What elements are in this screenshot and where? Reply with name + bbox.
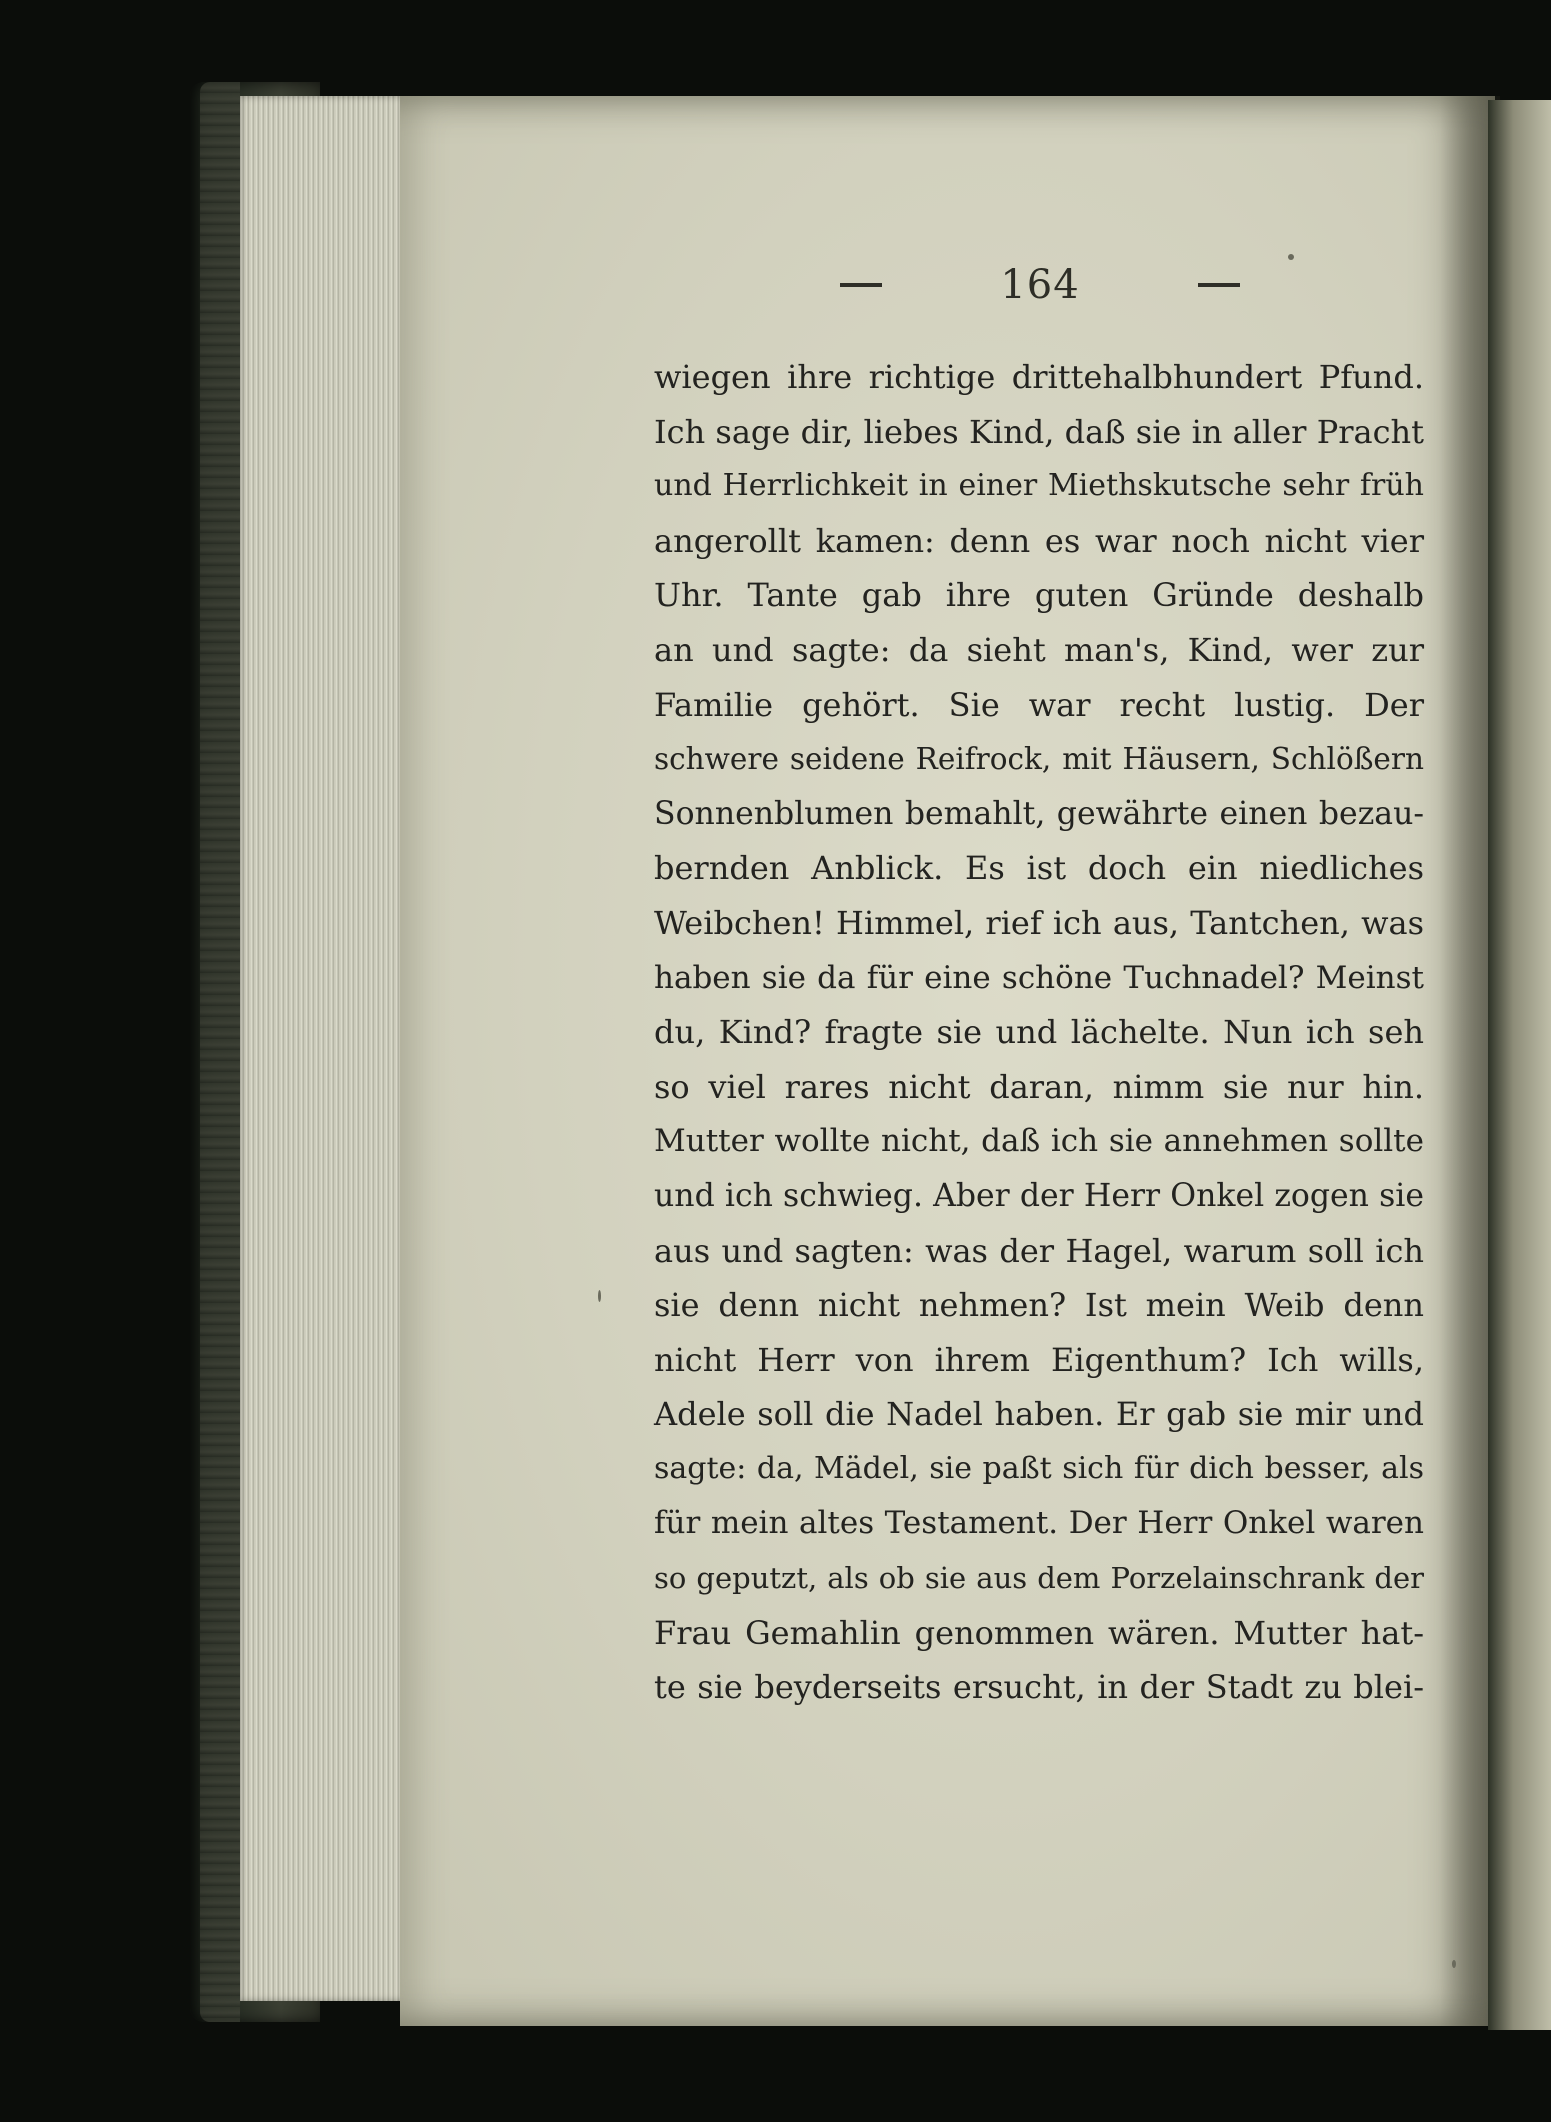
text-line: so viel rares nicht daran, nimm sie nur hin. xyxy=(654,1067,1424,1106)
cover-edge xyxy=(200,82,240,2022)
text-line: haben sie da für eine schöne Tuchnadel? Meinst xyxy=(654,959,1424,996)
text-line: Uhr. Tante gab ihre guten Gründe deshalb xyxy=(654,576,1424,615)
facing-page-edge xyxy=(1488,100,1551,2030)
text-line: und Herrlichkeit in einer Miethskutsche sehr früh xyxy=(654,468,1424,504)
header-dash-left xyxy=(840,283,882,287)
text-line: sie denn nicht nehmen? Ist mein Weib denn xyxy=(654,1286,1424,1325)
text-line: angerollt kamen: denn es war noch nicht vier xyxy=(654,521,1424,560)
text-line: Ich sage dir, liebes Kind, daß sie in aller Pracht xyxy=(654,412,1424,451)
text-line: an und sagte: da sieht man's, Kind, wer zur xyxy=(654,630,1424,669)
text-line: sagte: da, Mädel, sie paßt sich für dich besser, als xyxy=(654,1450,1424,1486)
text-line: te sie beyderseits ersucht, in der Stadt zu blei- xyxy=(654,1668,1424,1707)
text-line: Weibchen! Himmel, rief ich aus, Tantchen, was xyxy=(654,903,1424,942)
text-line: nicht Herr von ihrem Eigenthum? Ich wills, xyxy=(654,1340,1424,1379)
body-text xyxy=(654,350,1424,1715)
text-line: Mutter wollte nicht, daß ich sie annehmen sollte xyxy=(654,1123,1424,1160)
text-line: so geputzt, als ob sie aus dem Porzelainschrank der xyxy=(654,1561,1424,1596)
paper-speck xyxy=(1288,254,1294,260)
text-line: bernden Anblick. Es ist doch ein niedliches xyxy=(654,849,1424,888)
header-dash-right xyxy=(1198,283,1240,287)
text-line: Familie gehört. Sie war recht lustig. Der xyxy=(654,685,1424,724)
text-line: du, Kind? fragte sie und lächelte. Nun ich seh xyxy=(654,1013,1424,1052)
text-line: Adele soll die Nadel haben. Er gab sie mir und xyxy=(654,1395,1424,1434)
text-line: schwere seidene Reifrock, mit Häusern, Schlößern xyxy=(654,742,1424,777)
text-line: wiegen ihre richtige drittehalbhundert Pfund. xyxy=(654,358,1424,396)
page-number: 164 xyxy=(1000,262,1080,308)
page-edges xyxy=(240,96,405,2001)
paper-speck xyxy=(1452,1960,1456,1968)
running-header xyxy=(840,262,1240,308)
text-line: aus und sagten: was der Hagel, warum soll ich xyxy=(654,1231,1424,1270)
paper-speck xyxy=(598,1290,601,1302)
text-line: Sonnenblumen bemahlt, gewährte einen bezau- xyxy=(654,795,1424,832)
text-line: und ich schwieg. Aber der Herr Onkel zogen sie xyxy=(654,1177,1424,1214)
text-line: für mein altes Testament. Der Herr Onkel waren xyxy=(654,1505,1424,1542)
text-line: Frau Gemahlin genommen wären. Mutter hat- xyxy=(654,1613,1424,1652)
